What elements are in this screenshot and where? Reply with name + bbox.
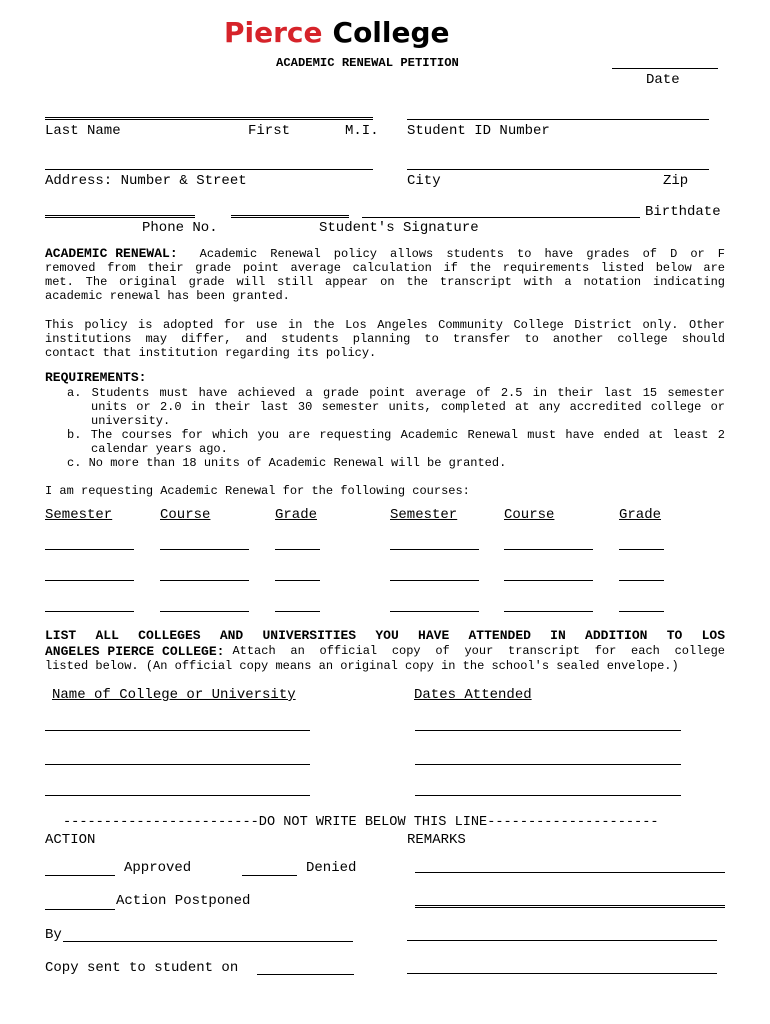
approved-input[interactable]: [45, 861, 115, 876]
grade-input[interactable]: [275, 597, 320, 612]
colleges-heading-1: LIST ALL COLLEGES AND UNIVERSITIES YOU HAVE ATTENDED IN ADDITION TO LOS: [45, 628, 725, 643]
courses-intro: I am requesting Academic Renewal for the following courses:: [45, 484, 470, 498]
birthdate-input[interactable]: [362, 202, 640, 216]
colleges-paragraph: [45, 628, 725, 673]
requirements-list: [67, 386, 725, 470]
birthdate-line: [362, 217, 640, 218]
denied-label: Denied: [306, 860, 357, 876]
colleges-heading-2: ANGELES PIERCE COLLEGE:: [45, 644, 225, 659]
date-input[interactable]: [612, 54, 718, 69]
course-input[interactable]: [160, 535, 249, 550]
semester-input[interactable]: [390, 535, 479, 550]
remarks-label: REMARKS: [407, 832, 466, 848]
req-b-line-1: b. The courses for which you are requesting Academic Renewal must have ended at least 2: [67, 428, 725, 442]
copy-sent-label: Copy sent to student on: [45, 960, 239, 976]
name-input[interactable]: [45, 104, 373, 118]
city-label: City: [407, 173, 441, 189]
course-input[interactable]: [160, 597, 249, 612]
semester-input[interactable]: [390, 566, 479, 581]
zip-label: Zip: [663, 173, 689, 189]
date-label: Date: [646, 72, 680, 88]
postponed-input[interactable]: [45, 895, 115, 910]
grade-input[interactable]: [619, 566, 664, 581]
by-label: By: [45, 927, 62, 943]
first-name-label: First: [248, 123, 291, 139]
dates-attended-input[interactable]: [415, 781, 681, 796]
renewal-paragraph: [45, 247, 725, 303]
college-name-input[interactable]: [45, 781, 310, 796]
address-label: Address: Number & Street: [45, 173, 247, 189]
student-id-input[interactable]: [407, 104, 709, 118]
remarks-input-2[interactable]: [415, 890, 725, 904]
renewal-line-1: Academic Renewal policy allows students to have grades of D or F: [199, 247, 725, 261]
renewal-line-3: met. The original grade will still appear on the transcript with a notation indicating: [45, 275, 725, 289]
grade-input[interactable]: [619, 535, 664, 550]
semester-input[interactable]: [45, 597, 134, 612]
logo-college-text: College: [332, 16, 450, 49]
student-id-label: Student ID Number: [407, 123, 550, 139]
req-b-line-2: calendar years ago.: [91, 442, 228, 456]
policy-line-2: institutions may differ, and students planning to transfer to another college should: [45, 332, 725, 346]
grade-input[interactable]: [619, 597, 664, 612]
dates-attended-input[interactable]: [415, 750, 681, 765]
remarks-input-4[interactable]: [407, 959, 717, 974]
dates-attended-input[interactable]: [415, 716, 681, 731]
policy-paragraph: [45, 318, 725, 360]
phone-label: Phone No.: [142, 220, 218, 236]
req-a-line-3: university.: [91, 414, 171, 428]
action-label: ACTION: [45, 832, 96, 848]
grade-input[interactable]: [275, 566, 320, 581]
remarks-line-2: [415, 905, 725, 908]
approved-label: Approved: [124, 860, 192, 876]
col-semester-2: Semester: [390, 507, 458, 523]
course-input[interactable]: [504, 535, 593, 550]
page-title: ACADEMIC RENEWAL PETITION: [276, 56, 459, 70]
middle-initial-label: M.I.: [345, 123, 379, 139]
renewal-heading: ACADEMIC RENEWAL:: [45, 246, 178, 261]
col-grade-1: Grade: [275, 507, 318, 523]
logo-pierce-text: Pierce: [224, 16, 323, 49]
policy-line-1: This policy is adopted for use in the Los Angeles Community College District only. Other: [45, 318, 725, 332]
signature-input[interactable]: [231, 202, 349, 216]
grade-input[interactable]: [275, 535, 320, 550]
college-name-input[interactable]: [45, 750, 310, 765]
remarks-input-1[interactable]: [415, 858, 725, 873]
college-logo: [224, 16, 450, 50]
col-dates-attended: Dates Attended: [414, 687, 532, 703]
birthdate-label: Birthdate: [645, 204, 721, 220]
phone-input[interactable]: [45, 202, 195, 216]
city-zip-input[interactable]: [407, 155, 709, 170]
col-course-1: Course: [160, 507, 211, 523]
denied-input[interactable]: [242, 861, 297, 876]
col-semester-1: Semester: [45, 507, 113, 523]
course-input[interactable]: [504, 597, 593, 612]
student-id-line: [407, 119, 709, 120]
colleges-text-2: Attach an official copy of your transcript for each college: [232, 644, 725, 658]
signature-label: Student's Signature: [319, 220, 479, 236]
course-input[interactable]: [160, 566, 249, 581]
req-a-line-2: units or 2.0 in their last 30 semester units, completed at any accredited college or: [91, 400, 725, 414]
remarks-input-3[interactable]: [407, 926, 717, 941]
course-input[interactable]: [504, 566, 593, 581]
requirements-heading: REQUIREMENTS:: [45, 370, 147, 385]
col-grade-2: Grade: [619, 507, 662, 523]
renewal-line-4: academic renewal has been granted.: [45, 289, 290, 303]
renewal-line-2: removed from their grade point average calculation if the requirements listed below are: [45, 261, 725, 275]
req-a-line-1: a. Students must have achieved a grade point average of 2.5 in their last 15 semester: [67, 386, 725, 400]
req-c-line-1: c. No more than 18 units of Academic Renewal will be granted.: [67, 456, 507, 470]
semester-input[interactable]: [45, 535, 134, 550]
last-name-label: Last Name: [45, 123, 121, 139]
semester-input[interactable]: [390, 597, 479, 612]
col-course-2: Course: [504, 507, 555, 523]
policy-line-3: contact that institution regarding its policy.: [45, 346, 377, 360]
do-not-write-divider: ------------------------DO NOT WRITE BELOW THIS LINE---------------------: [63, 815, 659, 830]
postponed-label: Action Postponed: [116, 893, 251, 909]
colleges-text-3: listed below. (An official copy means an original copy in the school's sealed envelope.): [45, 659, 679, 673]
address-input[interactable]: [45, 155, 373, 170]
by-input[interactable]: [63, 927, 353, 942]
college-name-input[interactable]: [45, 716, 310, 731]
semester-input[interactable]: [45, 566, 134, 581]
copy-sent-input[interactable]: [257, 960, 354, 975]
col-college-name: Name of College or University: [52, 687, 296, 703]
